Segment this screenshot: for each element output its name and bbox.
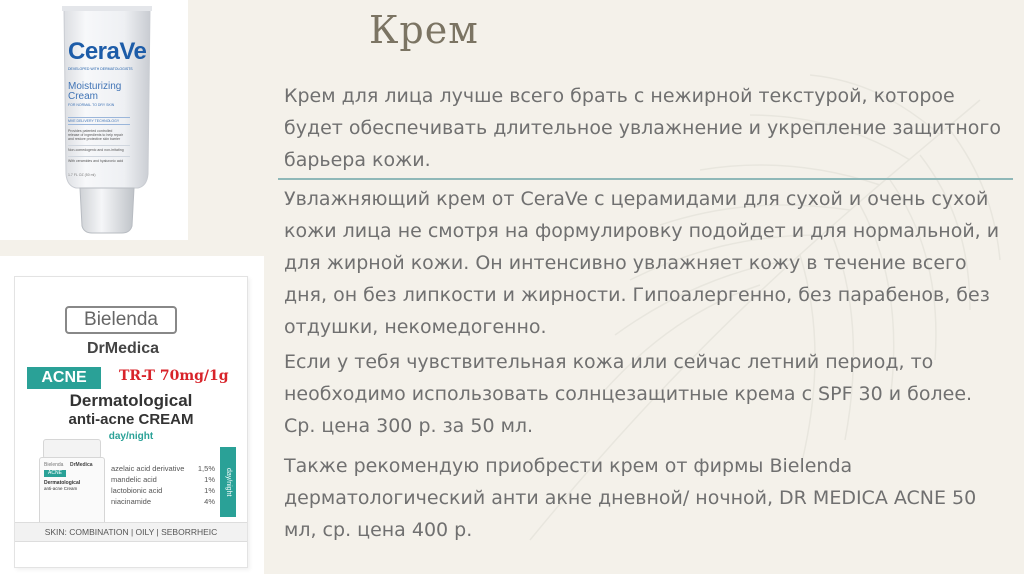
bielenda-acne: ACNE	[27, 367, 101, 389]
jar-acne: ACNE	[44, 470, 66, 477]
cerave-desc4: Non-comedogenic and non-irritating	[68, 145, 130, 152]
cerave-brand: CeraVe	[68, 38, 147, 65]
slide-title: Крем	[369, 8, 479, 52]
cerave-desc3: and restore protective skin barrier	[68, 137, 121, 141]
paragraph-bielenda: Также рекомендую приобрести крем от фирмы Bielenda дерматологический анти акне дневной/ ночной, DR MEDICA ACNE 50 мл, ср. цена 400 р.	[284, 455, 977, 541]
cerave-product-line1: Moisturizing	[68, 81, 122, 92]
bielenda-jar	[35, 439, 107, 525]
ingredient-row: lactobionic acid 1%	[111, 486, 215, 495]
bielenda-name3: day/night	[108, 431, 154, 442]
cerave-desc2: release of ingredients to help repair	[68, 133, 123, 137]
ingredient-row: niacinamide 4%	[111, 497, 215, 506]
cerave-for-skin: FOR NORMAL TO DRY SKIN	[68, 103, 115, 107]
bielenda-brand: Bielenda	[65, 306, 177, 334]
cerave-product-line2: Cream	[68, 91, 99, 102]
cerave-technology: MVE DELIVERY TECHNOLOGY	[68, 117, 130, 125]
bielenda-name2: anti-acne CREAM	[68, 411, 194, 428]
ingredient-row: azelaic acid derivative 1,5%	[111, 464, 215, 473]
jar-name2: anti-acne Cream	[44, 486, 78, 491]
paragraph-spf: Если у тебя чувствительная кожа или сейчас летний период, то необходимо использовать солнцезащитные крема с SPF 30 и более. Ср. цена 300 р. за 50 мл.	[284, 351, 973, 437]
cerave-volume: 1.7 FL OZ (50 ml)	[68, 173, 96, 177]
bielenda-trt: TR-T 70mg/1g	[119, 368, 229, 384]
cerave-desc5: With ceramides and hyaluronic acid	[68, 156, 130, 163]
bielenda-skin-bar: SKIN: COMBINATION | OILY | SEBORRHEIC	[15, 522, 247, 542]
jar-subbrand: DrMedica	[70, 462, 93, 468]
cerave-desc1: Provides patented controlled	[68, 129, 113, 133]
bielenda-side-label: day/night	[220, 447, 236, 517]
ingredient-row: mandelic acid 1%	[111, 475, 215, 484]
cerave-tagline: DEVELOPED WITH DERMATOLOGISTS	[68, 67, 133, 71]
bielenda-subbrand: DrMedica	[87, 340, 160, 357]
jar-name1: Dermatological	[44, 480, 81, 486]
paragraph-cerave: Увлажняющий крем от CeraVe с церамидами для сухой и очень сухой кожи лица не смотря на формулировку подойдет и для нормальной, и для жирной кожи. Он интенсивно увлажняет кожу в течение всего дня, он без липкости и жирности. Гипоалергенно, без парабенов, без отдушки, некомедогенно.	[284, 188, 1000, 338]
divider-line	[278, 178, 1013, 180]
bielenda-name1: Dermatological	[69, 391, 193, 410]
ingredients-list	[111, 463, 215, 507]
paragraph-intro: Крем для лица лучше всего брать с нежирной текстурой, которое будет обеспечивать длительное увлажнение и укрепление защитного барьера кожи.	[284, 85, 1001, 171]
jar-brand: Bielenda	[44, 462, 64, 468]
bielenda-box	[14, 276, 248, 568]
